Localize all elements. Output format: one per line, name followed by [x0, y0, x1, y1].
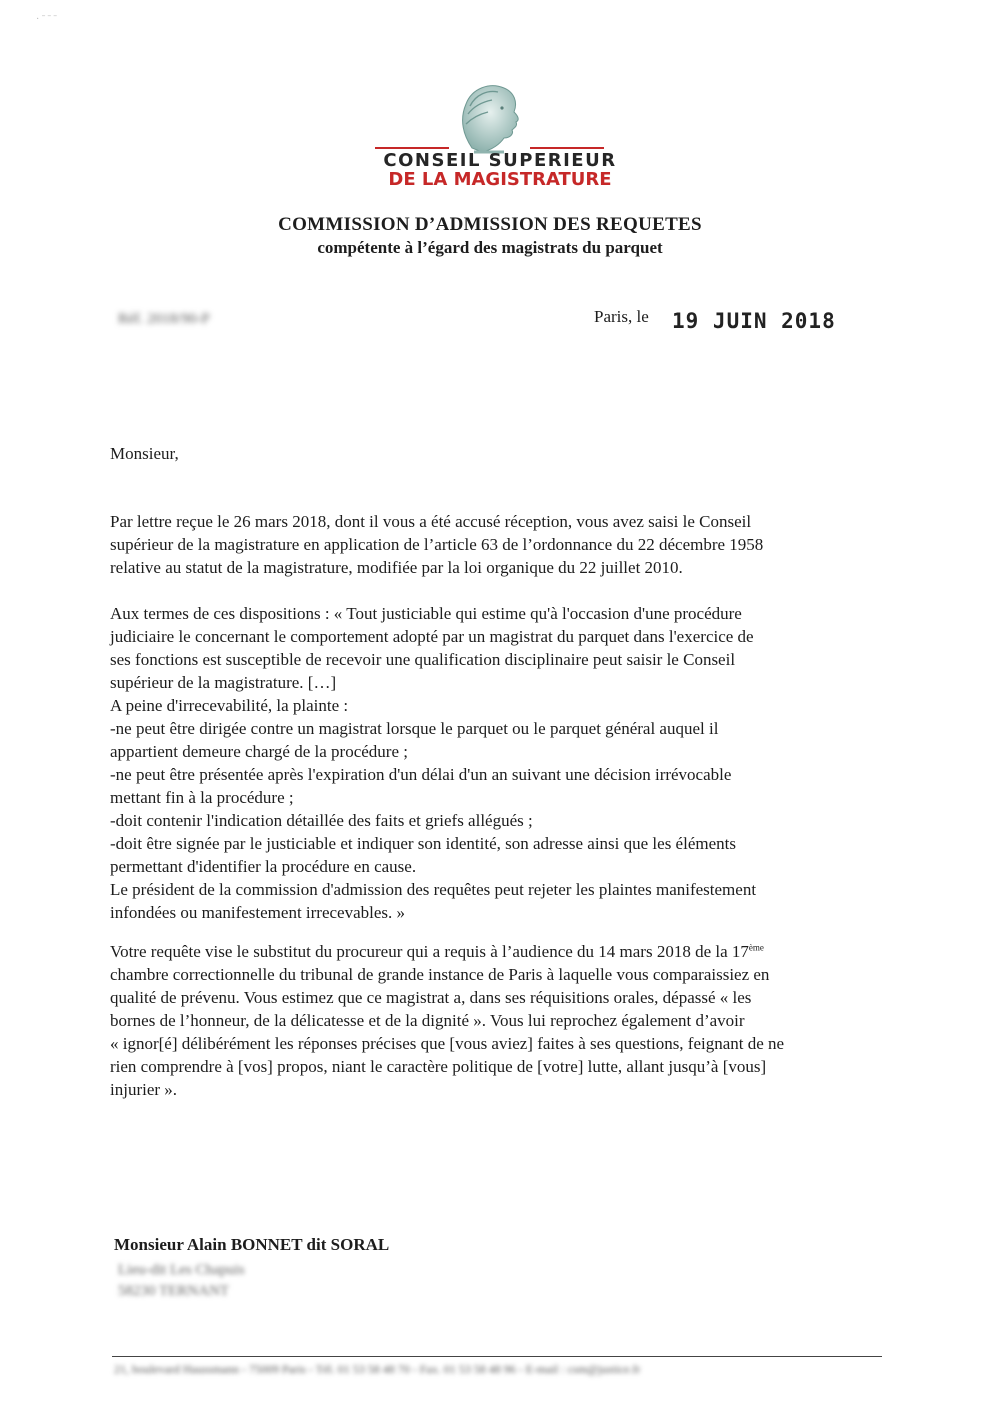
addressee-address-line: Lieu-dit Les Chapuis [118, 1262, 245, 1278]
paragraph-line: judiciaire le concernant le comportement adopté par un magistrat du parquet dans l'exercice de [110, 627, 754, 646]
paragraph-line: Aux termes de ces dispositions : « Tout justiciable qui estime qu'à l'occasion d'une procédure [110, 604, 742, 623]
paragraph-line: appartient demeure chargé de la procédure ; [110, 742, 408, 761]
paragraph-line: rien comprendre à [vos] propos, niant le caractère politique de [votre] lutte, allant jusqu’à [vous] [110, 1057, 767, 1076]
org-name-line2: DE LA MAGISTRATURE [388, 169, 612, 190]
footer-divider [112, 1356, 882, 1357]
paragraph-line: A peine d'irrecevabilité, la plainte : [110, 696, 349, 715]
marianne-profile-icon [452, 78, 526, 156]
paragraph-line: Par lettre reçue le 26 mars 2018, dont il vous a été accusé réception, vous avez saisi le Conseil [110, 512, 752, 531]
paragraph-line: injurier ». [110, 1080, 178, 1099]
reference-number: Réf. 2018/90-P [118, 311, 210, 327]
paragraph-1 [110, 510, 874, 579]
paragraph-line [110, 940, 874, 963]
paragraph-line: permettant d'identifier la procédure en cause. [110, 857, 417, 876]
paragraph-line: « ignor[é] délibérément les réponses précises que [vous aviez] faites à ses questions, feignant de ne [110, 1034, 785, 1053]
paragraph-line: -doit être signée par le justiciable et indiquer son identité, son adresse ainsi que les éléments [110, 834, 736, 853]
logo-rule-right [530, 147, 604, 149]
paragraph-line: ses fonctions est susceptible de recevoir une qualification disciplinaire peut saisir le Conseil [110, 650, 736, 669]
footer-contact: 21, boulevard Haussmann - 75009 Paris - Tél. 01 53 58 48 70 - Fax. 01 53 58 48 96 - E-mail : csm@justice.fr [114, 1362, 641, 1376]
ordinal-superscript: ème [748, 942, 764, 953]
paragraph-line: -doit contenir l'indication détaillée des faits et griefs allégués ; [110, 811, 533, 830]
paragraph-line: infondées ou manifestement irrecevables. » [110, 903, 406, 922]
commission-title: COMMISSION D’ADMISSION DES REQUETES [278, 214, 702, 235]
addressee-address-line: 58230 TERNANT [118, 1283, 229, 1299]
paragraph-line: Le président de la commission d'admission des requêtes peut rejeter les plaintes manifestement [110, 880, 757, 899]
paragraph-line: chambre correctionnelle du tribunal de grande instance de Paris à laquelle vous comparaissiez en [110, 965, 770, 984]
date-stamp: 19 JUIN 2018 [672, 309, 836, 333]
org-name-line1: CONSEIL SUPERIEUR [383, 150, 617, 171]
paragraph-line: -ne peut être dirigée contre un magistrat lorsque le parquet ou le parquet général auquel il [110, 719, 719, 738]
paragraph-line: supérieur de la magistrature. […] [110, 673, 337, 692]
paragraph-line: qualité de prévenu. Vous estimez que ce magistrat a, dans ses réquisitions orales, dépassé « les [110, 988, 752, 1007]
paragraph-line: bornes de l’honneur, de la délicatesse et de la dignité ». Vous lui reprochez également d’avoir [110, 1011, 745, 1030]
paragraph-line: supérieur de la magistrature en application de l’article 63 de l’ordonnance du 22 décembre 1958 [110, 535, 764, 554]
date-place: Paris, le [594, 307, 649, 326]
paragraph-2-quote [110, 602, 874, 924]
logo-rule-left [375, 147, 449, 149]
scan-artifact: · ˉ ˉ ˉ [36, 14, 57, 25]
paragraph-text: Votre requête vise le substitut du procureur qui a requis à l’audience du 14 mars 2018 de la 17 [110, 942, 749, 961]
salutation: Monsieur, [110, 444, 179, 463]
commission-subtitle: compétente à l’égard des magistrats du parquet [317, 238, 663, 257]
paragraph-line: mettant fin à la procédure ; [110, 788, 294, 807]
paragraph-3 [110, 940, 874, 1101]
paragraph-line: relative au statut de la magistrature, modifiée par la loi organique du 22 juillet 2010. [110, 558, 683, 577]
addressee-name: Monsieur Alain BONNET dit SORAL [114, 1235, 390, 1254]
paragraph-line: -ne peut être présentée après l'expiration d'un délai d'un an suivant une décision irrévocable [110, 765, 732, 784]
